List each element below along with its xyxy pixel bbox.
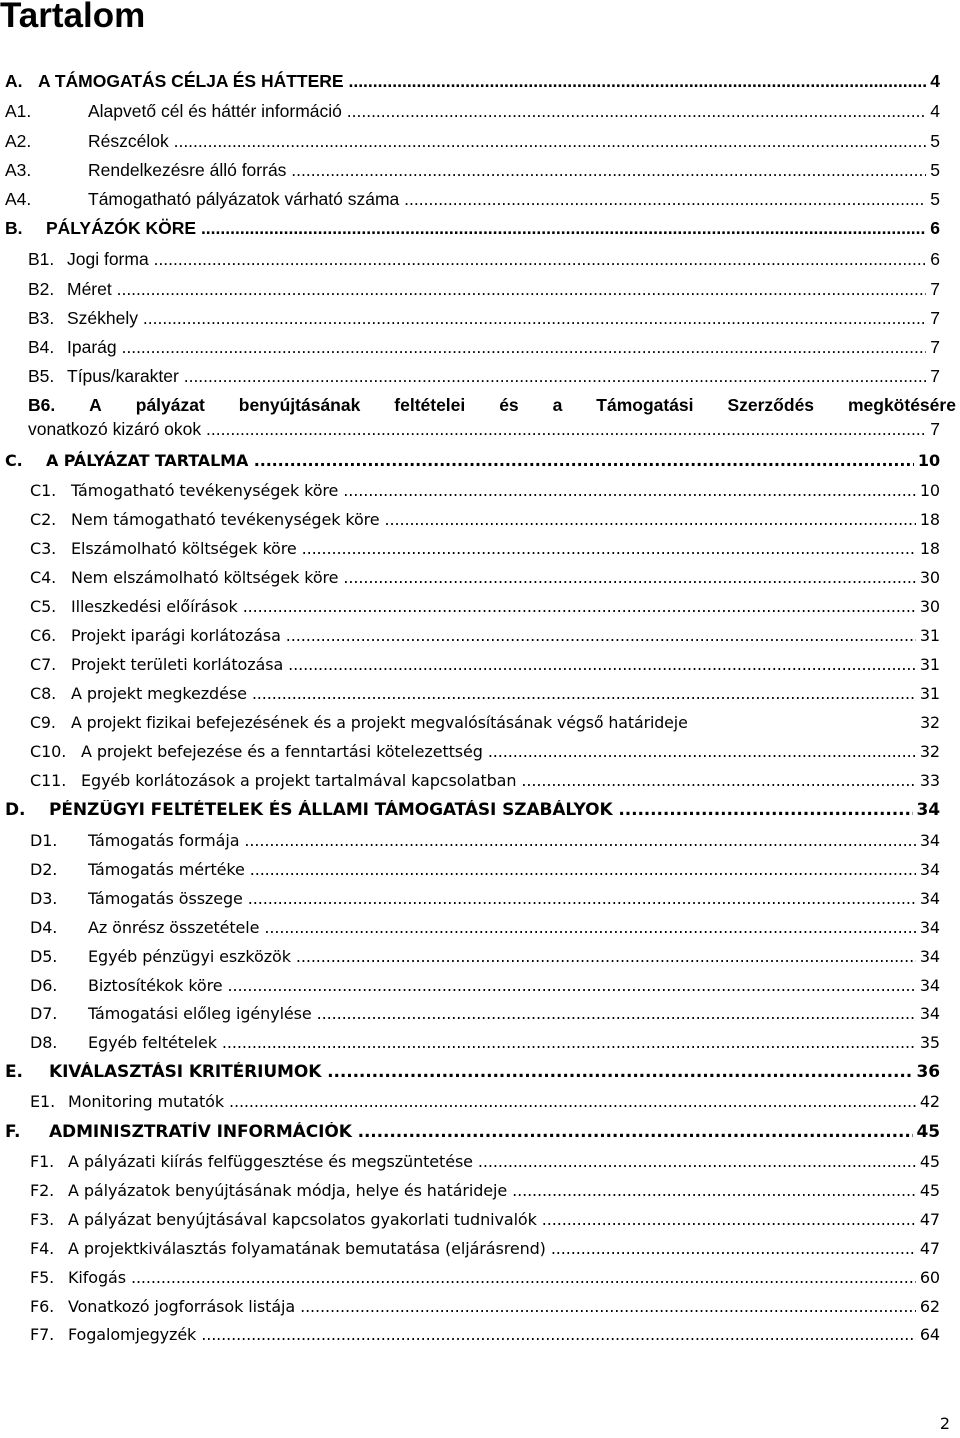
toc-page: 7 [930,366,940,386]
toc-entry-d2[interactable] [30,860,940,879]
toc-page: 4 [930,71,940,91]
toc-code: C6. [30,626,57,645]
toc-code: A2. [5,131,32,151]
toc-entry-f[interactable] [5,1122,940,1142]
toc-title: Illeszkedési előírások [71,597,238,616]
toc-page: 6 [930,218,940,238]
toc-title: Egyéb pénzügyi eszközök [88,947,291,966]
toc-entry-c5[interactable] [30,597,940,616]
toc-title: Iparág [67,337,117,357]
toc-page: 6 [930,249,940,269]
toc-page: 35 [919,1033,940,1052]
toc-code: F2. [30,1181,55,1200]
toc-title-line1 [28,395,956,416]
toc-entry-d4[interactable] [30,918,940,937]
toc-page: 45 [919,1152,940,1171]
toc-entry-a1[interactable] [5,101,940,122]
toc-title: A pályázat benyújtásával kapcsolatos gyakorlati tudnivalók [68,1210,537,1229]
toc-entry-d6[interactable] [30,976,940,995]
toc-title: A projekt megkezdése [71,684,247,703]
toc-title: Kifogás [68,1268,126,1287]
toc-title: Támogatás mértéke [88,860,245,879]
toc-code: C10. [30,742,67,761]
toc-title: Projekt iparági korlátozása [71,626,281,645]
toc-code: D4. [30,918,58,937]
toc-code: C11. [30,771,67,790]
toc-entry-e1[interactable] [30,1092,940,1111]
toc-code: C. [5,451,23,470]
toc-word: benyújtásának [238,395,361,415]
toc-entry-d3[interactable] [30,889,940,908]
toc-page: 5 [930,160,940,180]
toc-entry-f7[interactable] [30,1325,940,1344]
toc-page: 34 [916,800,940,820]
toc-title-line2 [28,419,940,440]
toc-title: PÉNZÜGYI FELTÉTELEK ÉS ÁLLAMI TÁMOGATÁSI SZABÁLYOK [49,800,613,820]
toc-page: 33 [919,771,940,790]
toc-page: 7 [930,279,940,299]
toc-page: 31 [919,626,940,645]
toc-title: A PÁLYÁZAT TARTALMA [46,451,249,470]
toc-entry-c2[interactable] [30,510,940,529]
toc-entry-c9[interactable] [30,713,940,732]
toc-title: A pályázatok benyújtásának módja, helye és határideje [68,1181,508,1200]
toc-entry-c4[interactable] [30,568,940,587]
toc-entry-c7[interactable] [30,655,940,674]
toc-title: Projekt területi korlátozása [71,655,284,674]
toc-title: Biztosítékok köre [88,976,223,995]
toc-page: 47 [919,1239,940,1258]
toc-code: F3. [30,1210,55,1229]
toc-entry-f5[interactable] [30,1268,940,1287]
toc-title: Egyéb korlátozások a projekt tartalmával kapcsolatban [81,771,517,790]
toc-entry-a4[interactable] [5,189,940,210]
toc-title: ADMINISZTRATÍV INFORMÁCIÓK [49,1122,352,1142]
toc-page: 34 [919,860,940,879]
toc-entry-b4[interactable] [28,337,940,358]
toc-code: D7. [30,1004,58,1023]
toc-title: Támogatható pályázatok várható száma [88,189,400,209]
toc-entry-d7[interactable] [30,1004,940,1023]
toc-title: Elszámolható költségek köre [71,539,297,558]
toc-code: B5. [28,366,55,386]
toc-word: pályázat [135,395,205,415]
toc-code: B4. [28,337,55,357]
toc-page: 34 [919,947,940,966]
toc-page: 10 [919,481,940,500]
toc-title: Jogi forma [67,249,149,269]
toc-title: A projekt fizikai befejezésének és a projekt megvalósításának végső határideje [71,713,688,732]
toc-entry-b5[interactable] [28,366,940,387]
toc-entry-e[interactable] [5,1062,940,1082]
toc-entry-c[interactable] [5,451,940,470]
page-title: Tartalom [0,0,146,35]
toc-code: A3. [5,160,32,180]
toc-page: 62 [919,1297,940,1316]
toc-code: E. [5,1062,23,1082]
toc-title: A projektkiválasztás folyamatának bemutatása (eljárásrend) [68,1239,546,1258]
toc-code: E1. [30,1092,56,1111]
toc-entry-a[interactable] [5,71,940,92]
toc-entry-b1[interactable] [28,249,940,270]
toc-page: 64 [919,1325,940,1344]
toc-title: Vonatkozó jogforrások listája [68,1297,296,1316]
toc-word: Szerződés [727,395,815,415]
toc-page: 34 [919,889,940,908]
toc-code: A1. [5,101,32,121]
toc-title: Egyéb feltételek [88,1033,217,1052]
toc-code: B1. [28,249,55,269]
toc-entry-b6[interactable] [28,395,958,445]
toc-title: A projekt befejezése és a fenntartási kötelezettség [81,742,483,761]
toc-code: A4. [5,189,32,209]
toc-title: Méret [67,279,112,299]
toc-entry-b[interactable] [5,218,940,239]
toc-entry-c6[interactable] [30,626,940,645]
toc-code: D. [5,800,26,820]
toc-word: feltételei [394,395,466,415]
toc-code: C7. [30,655,57,674]
toc-entry-d[interactable] [5,800,940,820]
toc-page: 7 [930,337,940,357]
toc-word: megkötésére [847,395,956,415]
toc-title: Nem támogatható tevékenységek köre [71,510,380,529]
toc-title: Támogatási előleg igénylése [88,1004,312,1023]
toc-title: Fogalomjegyzék [68,1325,197,1344]
toc-page: 30 [919,597,940,616]
toc-entry-d1[interactable] [30,831,940,850]
toc-title: Támogatás összege [88,889,243,908]
toc-code: B3. [28,308,55,328]
toc-title: Támogatható tevékenységek köre [71,481,339,500]
toc-code: D2. [30,860,58,879]
toc-entry-f2[interactable] [30,1181,940,1200]
toc-code: F1. [30,1152,55,1171]
toc-code: D8. [30,1033,58,1052]
toc-page: 34 [919,831,940,850]
toc-entry-f1[interactable] [30,1152,940,1171]
toc-title: vonatkozó kizáró okok [28,419,202,439]
toc-entry-c8[interactable] [30,684,940,703]
toc-entry-b2[interactable] [28,279,940,300]
toc-code: C5. [30,597,57,616]
toc-code: C4. [30,568,57,587]
toc-entry-b3[interactable] [28,308,940,329]
toc-code: B6. [28,395,56,415]
toc-code: C2. [30,510,57,529]
toc-page: 34 [919,918,940,937]
toc-page: 36 [916,1062,940,1082]
toc-page: 31 [919,655,940,674]
toc-entry-c1[interactable] [30,481,940,500]
toc-title: A pályázati kiírás felfüggesztése és megszüntetése [68,1152,473,1171]
toc-title: Nem elszámolható költségek köre [71,568,339,587]
toc-entry-d8[interactable] [30,1033,940,1052]
toc-title: Támogatás formája [88,831,240,850]
toc-code: B2. [28,279,55,299]
toc-page: 45 [916,1122,940,1142]
toc-code: D6. [30,976,58,995]
toc-page: 42 [919,1092,940,1111]
toc-word: Támogatási [596,395,694,415]
toc-word: a [552,395,563,415]
toc-page: 47 [919,1210,940,1229]
toc-code: F5. [30,1268,55,1287]
toc-page: 5 [930,131,940,151]
toc-page: 10 [917,451,940,470]
toc-entry-c10[interactable] [30,742,940,761]
toc-title: Székhely [67,308,139,328]
toc-code: F. [5,1122,21,1142]
toc-page: 18 [919,539,940,558]
toc-entry-a2[interactable] [5,131,940,152]
toc-page: 32 [919,742,940,761]
toc-title: Alapvető cél és háttér információ [88,101,342,121]
toc-word: A [89,395,102,415]
toc-code: F6. [30,1297,55,1316]
toc-code: C8. [30,684,57,703]
toc-code: D3. [30,889,58,908]
toc-page: 5 [930,189,940,209]
toc-entry-c11[interactable] [30,771,940,790]
toc-title: A TÁMOGATÁS CÉLJA ÉS HÁTTERE [38,71,344,91]
toc-page: 7 [930,308,940,328]
toc-title: Rendelkezésre álló forrás [88,160,287,180]
toc-entry-d5[interactable] [30,947,940,966]
toc-page: 30 [919,568,940,587]
toc-entry-a3[interactable] [5,160,940,181]
toc-code: D5. [30,947,58,966]
toc-code: B. [5,218,23,238]
toc-code: D1. [30,831,58,850]
toc-entry-f6[interactable] [30,1297,940,1316]
toc-entry-c3[interactable] [30,539,940,558]
toc-code: F4. [30,1239,55,1258]
toc-page: 60 [919,1268,940,1287]
toc-code: F7. [30,1325,55,1344]
toc-page: 45 [919,1181,940,1200]
toc-entry-f3[interactable] [30,1210,940,1229]
toc-title: Az önrész összetétele [88,918,260,937]
toc-title: Monitoring mutatók [68,1092,224,1111]
toc-page: 7 [930,419,940,439]
toc-page: 31 [919,684,940,703]
toc-page: 32 [920,713,940,732]
toc-title: KIVÁLASZTÁSI KRITÉRIUMOK [49,1062,322,1082]
toc-title: Részcélok [88,131,169,151]
toc-title: Típus/karakter [67,366,179,386]
toc-title: PÁLYÁZÓK KÖRE [46,218,197,238]
toc-page: 4 [930,101,940,121]
toc-page: 34 [919,1004,940,1023]
toc-code: A. [5,71,23,91]
toc-code: C1. [30,481,57,500]
toc-entry-f4[interactable] [30,1239,940,1258]
toc-code: C9. [30,713,56,732]
toc-page: 18 [919,510,940,529]
toc-page: 34 [919,976,940,995]
toc-word: és [499,395,519,415]
toc-code: C3. [30,539,57,558]
page-number: 2 [939,1414,950,1433]
